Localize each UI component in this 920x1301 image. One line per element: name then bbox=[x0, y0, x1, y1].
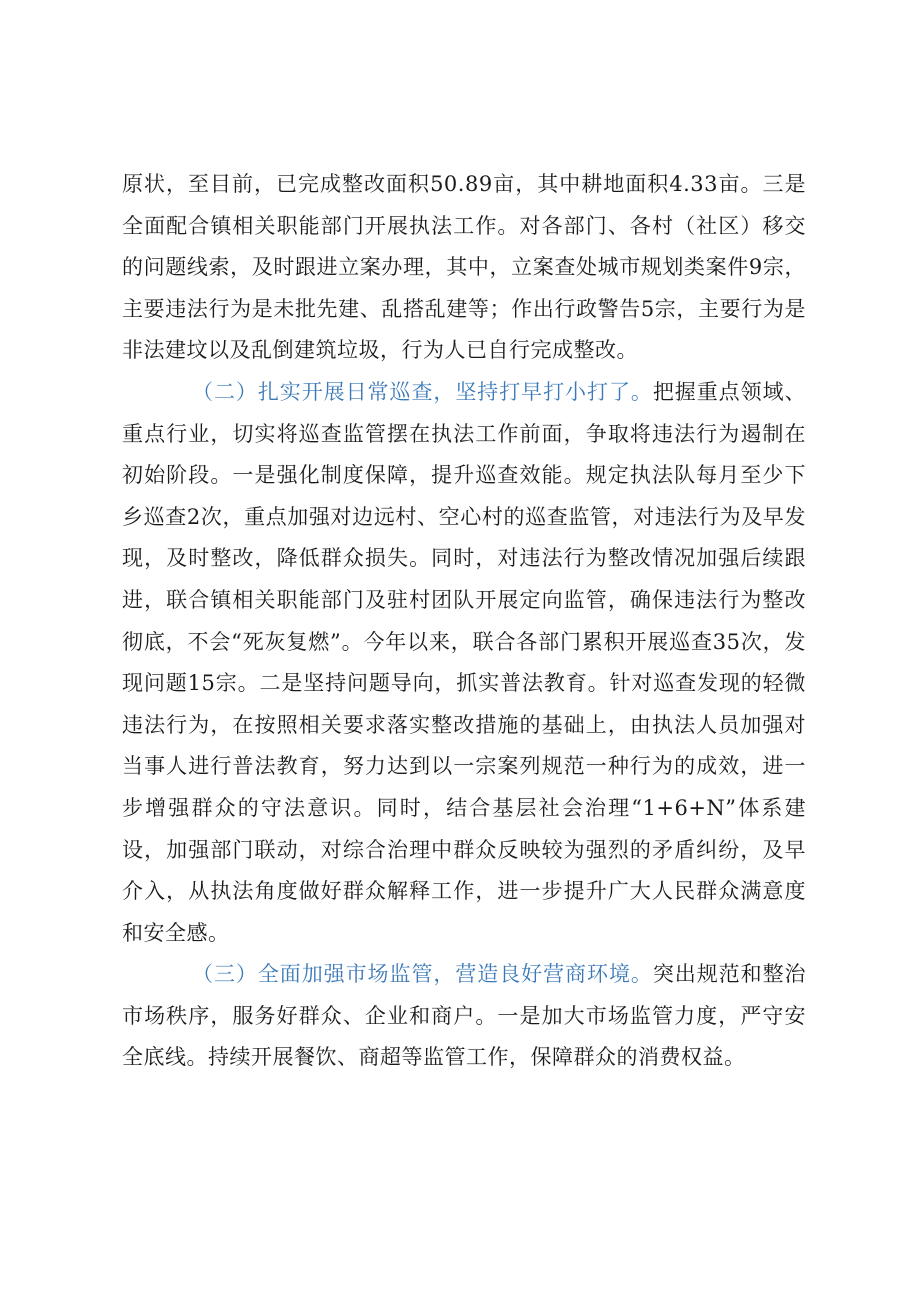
paragraph-body: 原状，至目前，已完成整改面积50.89亩，其中耕地面积4.33亩。三是全面配合镇相关职能部门开展执法工作。对各部门、各村（社区）移交的问题线索，及时跟进立案办理，其中，立案查处城市规划类案件9宗，主要违法行为是未批先建、乱搭乱建等；作出行政警告5宗，主要行为是非法建坟以及乱倒建筑垃圾，行为人已自行完成整改。 bbox=[122, 172, 806, 363]
section-two-heading: （二）扎实开展日常巡查，坚持打早打小打了。 bbox=[192, 379, 653, 404]
document-page bbox=[122, 164, 806, 1079]
section-three-heading: （三）全面加强市场监管，营造良好营商环境。 bbox=[192, 962, 653, 987]
section-three-body: 突出规范和整治市场秩序，服务好群众、企业和商户。一是加大市场监管力度，严守安全底线。持续开展餐饮、商超等监管工作，保障群众的消费权益。 bbox=[122, 962, 807, 1070]
section-two-body: 把握重点领域、重点行业，切实将巡查监管摆在执法工作前面，争取将违法行为遏制在初始阶段。一是强化制度保障，提升巡查效能。规定执法队每月至少下乡巡查2次，重点加强对边远村、空心村的巡查监管，对违法行为及早发现，及时整改，降低群众损失。同时，对违法行为整改情况加强后续跟进，联合镇相关职能部门及驻村团队开展定向监管，确保违法行为整改彻底，不会“死灰复燃”。今年以来，联合各部门累积开展巡查35次，发现问题15宗。二是坚持问题导向，抓实普法教育。针对巡查发现的轻微违法行为，在按照相关要求落实整改措施的基础上，由执法人员加强对当事人进行普法教育，努力达到以一宗案列规范一种行为的成效，进一步增强群众的守法意识。同时，结合基层社会治理“1+6+N”体系建设，加强部门联动，对综合治理中群众反映较为强烈的矛盾纠纷，及早介入，从执法角度做好群众解释工作，进一步提升广大人民群众满意度和安全感。 bbox=[122, 379, 807, 945]
paragraph-continuation bbox=[122, 164, 806, 372]
section-two-paragraph bbox=[122, 372, 806, 954]
section-three-paragraph bbox=[122, 954, 806, 1079]
